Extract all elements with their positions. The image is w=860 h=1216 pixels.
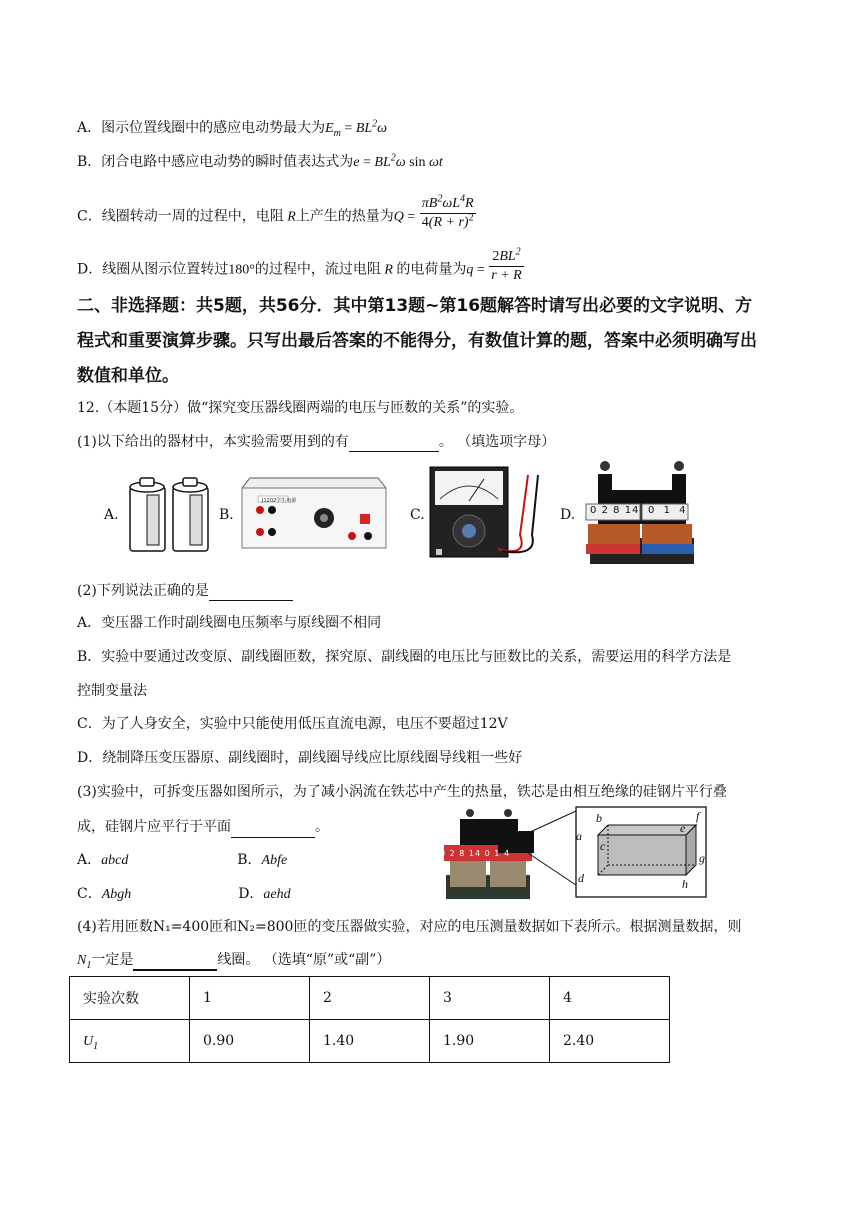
q12-part3-text: 成，硅钢片应平行于平面 — [77, 819, 231, 835]
option-d — [77, 246, 524, 288]
opt-b-label: B． — [237, 852, 262, 868]
q12-part4-line2 — [77, 950, 390, 971]
option-b — [77, 152, 443, 173]
box-letter-d: d — [578, 871, 584, 885]
box-letter-c: c — [600, 839, 606, 853]
table-header-row — [70, 977, 670, 1020]
q12-title: 12.（本题15分）做“探究变压器线圈两端的电压与匝数的关系”的实验。 — [77, 400, 524, 416]
coil-num: 8 — [613, 505, 621, 516]
table-row — [70, 1020, 670, 1063]
q12-part3-line1: (3)实验中，可拆变压器如图所示，为了减小涡流在铁芯中产生的热量，铁芯是由相互绝缘的硅钢片平行叠 — [77, 784, 727, 800]
coil-num: 8 — [459, 849, 466, 858]
opt-b-value: Abfe — [261, 853, 288, 868]
formula-b: $e = BL^2\omega$ sin ωt — [353, 152, 443, 170]
opt-a-value: abcd — [101, 853, 129, 868]
q12-part2-text: (2)下列说法正确的是 — [77, 583, 209, 599]
power-supply-label: J1202学生电源 — [262, 498, 297, 504]
option-d-text: D．线圈从图示位置转过 — [77, 261, 229, 278]
table-cell: 1 — [190, 977, 310, 1020]
coil-num: 2 — [449, 849, 456, 858]
coil-num: 0 — [648, 505, 658, 516]
coil-num: 1 — [663, 505, 673, 516]
coil-num: 14 — [468, 849, 482, 858]
equip-label-b: B. — [219, 507, 234, 523]
table-cell: 2 — [310, 977, 430, 1020]
answer-blank-1[interactable] — [349, 451, 439, 452]
q12-part1-hint: 。 （填选项字母） — [438, 434, 556, 450]
coil-num: 2 — [601, 505, 609, 516]
option-c — [77, 193, 476, 235]
resistor-r-d: R — [380, 262, 397, 278]
u-symbol: U — [83, 1033, 94, 1049]
box-letter-e: e — [680, 821, 686, 835]
coil-numbers-left — [590, 505, 639, 516]
opt-c-value: Abgh — [101, 887, 132, 902]
coil-num: 1 — [494, 849, 501, 858]
voltage-table — [69, 976, 670, 1063]
transformer-image — [580, 460, 700, 568]
formula-c-fraction: $\frac{\pi B^2\omega L^4R}{4(R + r)^2}$ — [421, 193, 474, 230]
table-cell: 1.90 — [430, 1020, 550, 1063]
opt-d-value: aehd — [263, 887, 291, 902]
coil-num: 14 — [624, 505, 640, 516]
q12-part4-prefix: 一定是 — [91, 952, 134, 968]
q12-part4-line1: (4)若用匝数N₁=400匝和N₂=800匝的变压器做实验，对应的电压测量数据如下表所示。根据测量数据，则 — [77, 919, 742, 935]
equip-label-d: D. — [560, 507, 576, 523]
opt-a-label: A． — [77, 852, 102, 868]
q12-p2-opt-b: B．实验中要通过改变原、副线圈匝数，探究原、副线圈的电压比与匝数比的关系，需要运用的科学方法是 — [77, 649, 732, 665]
section2-line2: 程式和重要演算步骤。只写出最后答案的不能得分，有数值计算的题，答案中必须明确写出 — [77, 331, 757, 351]
q12-part1-text: (1)以下给出的器材中，本实验需要用到的有 — [77, 434, 349, 450]
q12-p3-opts-cd — [77, 884, 291, 905]
q12-p2-opt-d: D．绕制降压变压器原、副线圈时，副线圈导线应比原线圈导线粗一些好 — [77, 750, 523, 766]
transformer-core-figure — [440, 805, 710, 903]
power-supply-image — [240, 470, 388, 552]
n1-symbol: $N_1$ — [77, 953, 92, 971]
box-letter-f: f — [696, 809, 700, 823]
core-coil-numbers — [440, 849, 510, 858]
option-b-text: B．闭合电路中感应电动势的瞬时值表达式为 — [77, 154, 354, 170]
angle-180: 180° — [228, 262, 255, 278]
multimeter-image — [428, 465, 550, 560]
table-cell: 3 — [430, 977, 550, 1020]
box-letter-b: b — [596, 811, 602, 825]
q12-p2-opt-b-cont: 控制变量法 — [77, 683, 147, 699]
box-letter-g: g — [699, 851, 705, 865]
option-c-text: C．线圈转动一周的过程中，电阻 — [77, 208, 284, 225]
coil-num: 0 — [484, 849, 491, 858]
box-letter-h: h — [682, 877, 688, 891]
table-cell: 4 — [550, 977, 670, 1020]
q12-part1 — [77, 432, 555, 452]
opt-c-label: C． — [77, 886, 102, 902]
coil-num: 0 — [440, 849, 447, 858]
answer-blank-3[interactable] — [231, 837, 315, 838]
q12-part2 — [77, 581, 293, 601]
battery-image — [125, 475, 213, 555]
table-cell-label — [70, 1020, 190, 1063]
resistor-r: R — [283, 209, 296, 225]
option-a-text: A．图示位置线圈中的感应电动势最大为 — [77, 120, 326, 136]
u-subscript: 1 — [93, 1040, 99, 1052]
coil-num: 4 — [503, 849, 511, 858]
coil-numbers-right — [648, 505, 689, 516]
q12-p3-opts-ab — [77, 850, 287, 871]
table-cell: 0.90 — [190, 1020, 310, 1063]
section2-line3: 数值和单位。 — [77, 366, 179, 386]
formula-c-lhs: Q = — [393, 209, 416, 225]
table-cell: 实验次数 — [70, 977, 190, 1020]
equip-label-a: A. — [104, 507, 119, 523]
option-d-mid: 的过程中，流过电阻 — [254, 261, 381, 278]
formula-d-lhs: q = — [466, 262, 485, 278]
answer-blank-2[interactable] — [209, 600, 293, 601]
formula-d-fraction: $\frac{2BL^2}{r + R}$ — [491, 246, 522, 283]
box-letter-a: a — [576, 829, 582, 843]
q12-part4-suffix: 线圈。 （选填“原”或“副”） — [217, 952, 391, 968]
table-cell: 1.40 — [310, 1020, 430, 1063]
section2-line1: 二、非选择题：共5题，共56分．其中第13题~第16题解答时请写出必要的文字说明、方 — [77, 296, 753, 316]
option-d-mid2: 的电荷量为 — [396, 261, 467, 278]
option-c-mid: 上产生的热量为 — [295, 208, 394, 225]
table-cell: 2.40 — [550, 1020, 670, 1063]
coil-num: 0 — [590, 505, 598, 516]
answer-blank-4[interactable] — [133, 969, 217, 971]
formula-a: $E_m = BL^2\omega$ — [325, 118, 388, 139]
q12-p2-opt-c: C．为了人身安全，实验中只能使用低压直流电源，电压不要超过12V — [77, 716, 508, 732]
q12-part3-line2 — [77, 817, 329, 838]
option-a — [77, 118, 387, 139]
opt-d-label: D． — [238, 886, 264, 902]
period: 。 — [315, 820, 329, 835]
q12-p2-opt-a: A．变压器工作时副线圈电压频率与原线圈不相同 — [77, 615, 382, 631]
equip-label-c: C. — [410, 507, 425, 523]
coil-num: 4 — [679, 505, 689, 516]
